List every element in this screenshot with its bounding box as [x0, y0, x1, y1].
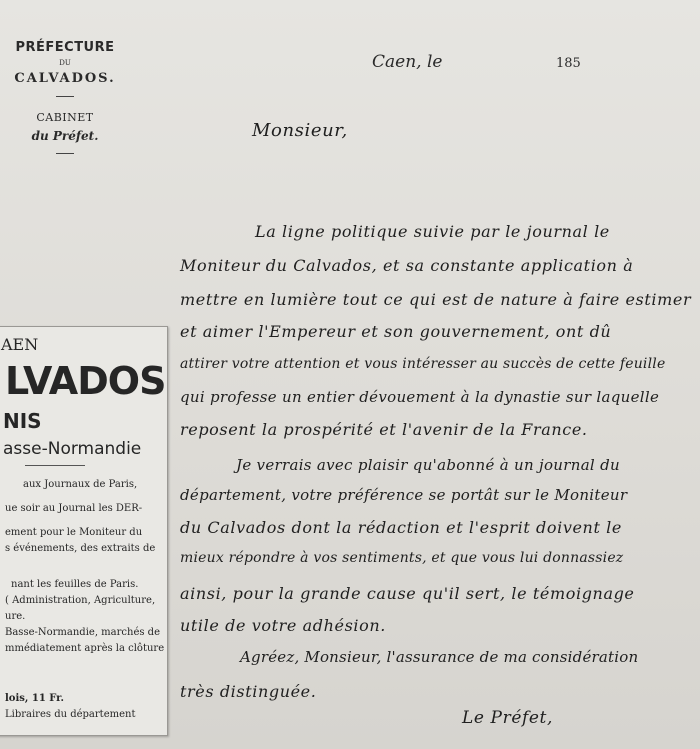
letter-greeting: Monsieur, — [252, 120, 348, 141]
letterhead-prefet: du Préfet. — [31, 129, 99, 143]
dateline-year: 185 — [556, 56, 581, 71]
letterhead-prefecture: PRÉFECTURE — [15, 40, 115, 55]
letter-line: département, votre préférence se portât sur le Moniteur — [180, 486, 628, 504]
clipping-line: ure. — [5, 611, 26, 622]
letter-line: du Calvados dont la rédaction et l'esprit doivent le — [180, 518, 622, 537]
letter-line: et aimer l'Empereur et son gouvernement, ont dû — [180, 322, 612, 341]
letterhead-divider-bottom — [56, 153, 74, 154]
letter-line: utile de votre adhésion. — [180, 616, 386, 635]
dateline-city: Caen, le — [372, 52, 443, 72]
letter-line: ainsi, pour la grande cause qu'il sert, le témoignage — [180, 584, 635, 603]
letter-line: mieux répondre à vos sentiments, et que vous lui donnassiez — [180, 550, 624, 566]
letter-line: mettre en lumière tout ce qui est de nature à faire estimer — [180, 290, 692, 309]
clipping-city: AEN — [1, 335, 39, 354]
letter-line: Agréez, Monsieur, l'assurance de ma considération — [240, 648, 639, 666]
letter-line: Moniteur du Calvados, et sa constante application à — [180, 256, 634, 275]
clipping-line: nant les feuilles de Paris. — [11, 579, 139, 590]
letter-line: attirer votre attention et vous intéresser au succès de cette feuille — [180, 356, 666, 372]
letterhead-divider — [56, 96, 74, 97]
clipping-title: LVADOS — [5, 359, 166, 403]
clipping-line: ement pour le Moniteur du — [5, 527, 143, 538]
clipping-line: mmédiatement après la clôture — [5, 643, 165, 654]
letterhead-calvados: CALVADOS. — [14, 71, 116, 86]
letter-line: La ligne politique suivie par le journal le — [255, 222, 610, 241]
letter-line: très distinguée. — [180, 682, 317, 701]
letterhead — [0, 40, 130, 164]
letter-line: Je verrais avec plaisir qu'abonné à un journal du — [236, 456, 620, 474]
letterhead-du: DU — [59, 59, 71, 67]
clipping-divider — [25, 465, 85, 466]
newspaper-clipping — [0, 326, 168, 736]
letter-signature: Le Préfet, — [462, 708, 553, 728]
clipping-line: Basse-Normandie, marchés de — [5, 627, 160, 638]
letter-line: qui professe un entier dévouement à la dynastie sur laquelle — [180, 388, 660, 406]
clipping-line: aux Journaux de Paris, — [23, 479, 138, 490]
clipping-line: lois, 11 Fr. — [5, 693, 65, 704]
clipping-line: s événements, des extraits de — [5, 543, 156, 554]
letter-line: reposent la prospérité et l'avenir de la France. — [180, 420, 588, 439]
letterhead-cabinet: CABINET — [36, 111, 94, 124]
clipping-subtitle: NIS — [3, 409, 42, 433]
clipping-line: ue soir au Journal les DER- — [5, 503, 143, 514]
clipping-region: asse-Normandie — [3, 439, 142, 459]
clipping-line: ( Administration, Agriculture, — [5, 595, 156, 606]
clipping-line: Libraires du département — [5, 709, 136, 720]
